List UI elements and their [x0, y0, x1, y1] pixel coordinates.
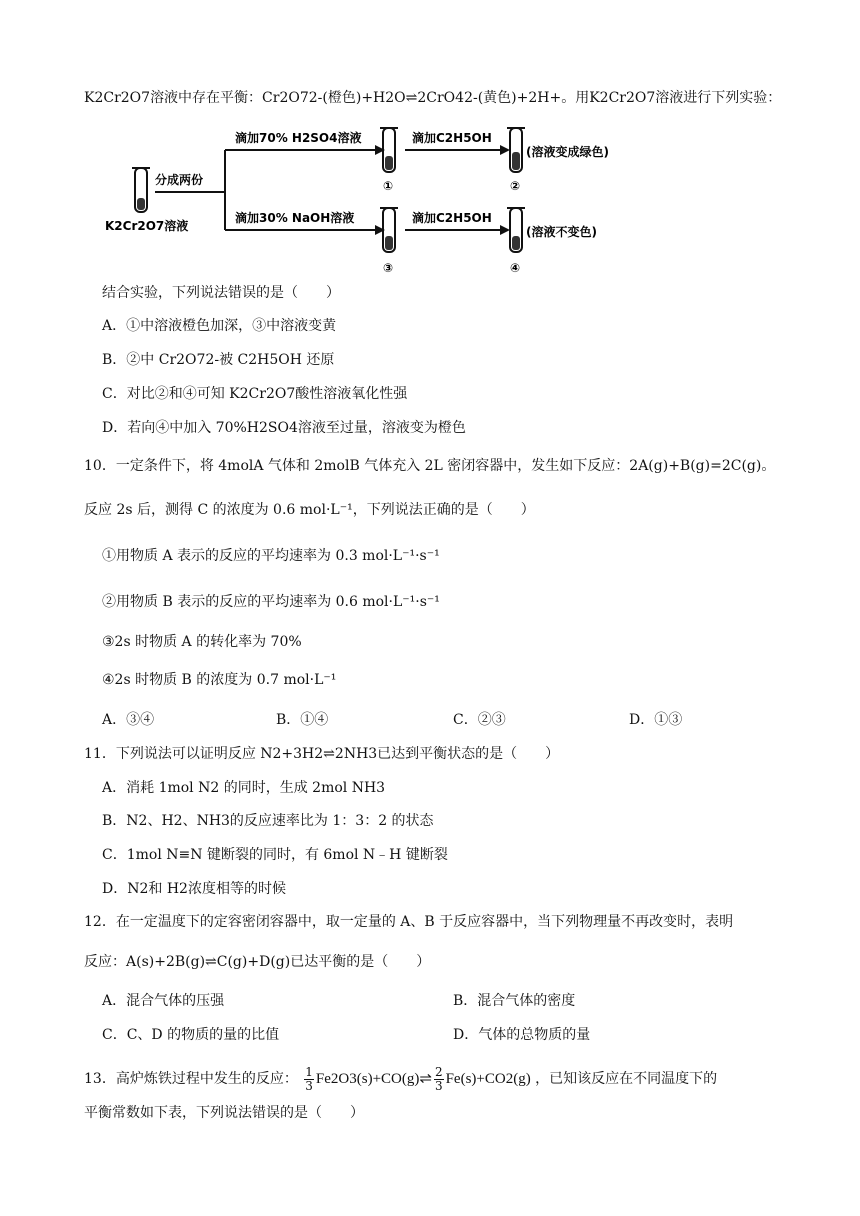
tube-4-icon [507, 208, 525, 252]
q10-option-b[interactable]: B．①④ [276, 712, 329, 728]
q10-item-4: ④2s 时物质 B 的浓度为 0.7 mol·L⁻¹ [102, 672, 337, 688]
q9-stem [84, 88, 781, 108]
q11-option-b[interactable]: B．N2、H2、NH3的反应速率比为 1：3：2 的状态 [102, 813, 434, 829]
top-step1-label: 滴加70% H2SO4溶液 [235, 131, 362, 145]
top-result-label: (溶液变成绿色) [526, 145, 609, 159]
q9-option-d[interactable]: D．若向④中加入 70%H2SO4溶液至过量，溶液变为橙色 [102, 420, 466, 436]
tube-1-label: ① [383, 179, 394, 193]
q12-option-b[interactable]: B．混合气体的密度 [453, 993, 576, 1009]
q10-item-3: ③2s 时物质 A 的转化率为 70% [102, 634, 302, 650]
q9-experiment-diagram [100, 120, 660, 280]
tube-4-label: ④ [510, 261, 521, 275]
q10-stem-line1: 10．一定条件下，将 4molA 气体和 2molB 气体充入 2L 密闭容器中，发生如下反应：2A(g)+B(g)=2C(g)。 [84, 458, 776, 474]
q10-option-d[interactable]: D．①③ [629, 712, 683, 728]
q10-option-a[interactable]: A．③④ [102, 712, 155, 728]
tube-1-icon [380, 128, 398, 172]
q9-stem-text: K2Cr2O7溶液中存在平衡：Cr2O72-(橙色)+H2O⇌2CrO42-(黄色)+2H+。用K2Cr2O7溶液进行下列实验： [84, 90, 782, 106]
q13-fraction-1: $\frac{1}{3}$ [305, 1064, 313, 1093]
q13-stem-line1: 13．高炉炼铁过程中发生的反应： $\frac{1}{3}$ Fe2O3(s)+CO(g)⇌ $\frac{2}{3}$ Fe(s)+CO2(g) ，已知该反应在不同温度下的 [84, 1064, 718, 1093]
q11-option-a[interactable]: A．消耗 1mol N2 的同时，生成 2mol NH3 [102, 780, 386, 796]
q9-question: 结合实验，下列说法错误的是（ ） [102, 285, 340, 301]
bottom-result-label: (溶液不变色) [526, 225, 597, 239]
q13-fraction-2: $\frac{2}{3}$ [434, 1064, 443, 1093]
q11-option-d[interactable]: D．N2和 H2浓度相等的时候 [102, 881, 286, 897]
q9-option-c[interactable]: C．对比②和④可知 K2Cr2O7酸性溶液氧化性强 [102, 386, 408, 402]
bottom-step2-label: 滴加C2H5OH [412, 211, 492, 225]
tube-3-icon [380, 208, 398, 252]
q11-stem: 11．下列说法可以证明反应 N2+3H2⇌2NH3已达到平衡状态的是（ ） [84, 746, 560, 762]
q12-option-c[interactable]: C．C、D 的物质的量的比值 [102, 1027, 280, 1043]
start-label: K2Cr2O7溶液 [105, 219, 189, 233]
top-step2-label: 滴加C2H5OH [412, 131, 492, 145]
q13-stem-line2: 平衡常数如下表，下列说法错误的是（ ） [84, 1105, 364, 1121]
tube-2-label: ② [510, 179, 521, 193]
tube-3-label: ③ [383, 261, 394, 275]
bottom-step1-label: 滴加30% NaOH溶液 [235, 211, 355, 225]
q10-item-2: ②用物质 B 表示的反应的平均速率为 0.6 mol·L⁻¹·s⁻¹ [102, 594, 440, 610]
q12-option-a[interactable]: A．混合气体的压强 [102, 993, 225, 1009]
tube-2-icon [507, 128, 525, 172]
q10-stem-line2: 反应 2s 后，测得 C 的浓度为 0.6 mol·L⁻¹，下列说法正确的是（ ） [84, 502, 535, 518]
q12-stem-line2: 反应：A(s)+2B(g)⇌C(g)+D(g)已达平衡的是（ ） [84, 954, 431, 970]
q11-option-c[interactable]: C．1mol N≡N 键断裂的同时，有 6mol N﹣H 键断裂 [102, 847, 448, 863]
q12-stem-line1: 12．在一定温度下的定容密闭容器中，取一定量的 A、B 于反应容器中，当下列物理量不再改变时，表明 [84, 914, 734, 930]
q12-option-d[interactable]: D．气体的总物质的量 [453, 1027, 591, 1043]
q9-option-a[interactable]: A．①中溶液橙色加深，③中溶液变黄 [102, 318, 337, 334]
split-label: 分成两份 [155, 173, 204, 187]
q10-option-c[interactable]: C．②③ [453, 712, 506, 728]
q9-option-b[interactable]: B．②中 Cr2O72-被 C2H5OH 还原 [102, 352, 335, 368]
q10-item-1: ①用物质 A 表示的反应的平均速率为 0.3 mol·L⁻¹·s⁻¹ [102, 548, 440, 564]
start-test-tube-icon [132, 168, 150, 212]
